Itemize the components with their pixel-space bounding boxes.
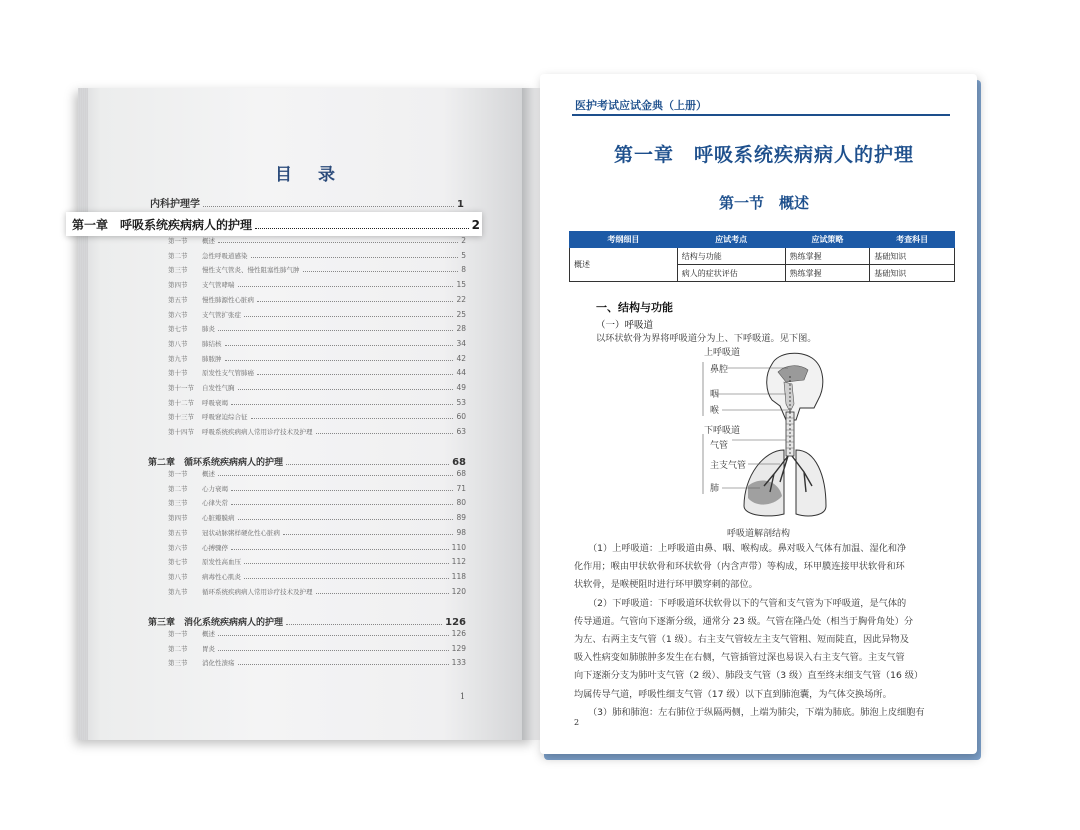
toc-section-page: 15 xyxy=(456,280,466,290)
toc-section-row xyxy=(168,498,466,507)
toc-section-page: 44 xyxy=(456,368,466,378)
toc-chapter-row xyxy=(148,615,466,628)
highlighted-chapter-label: 第一章 呼吸系统疾病病人的护理 xyxy=(72,218,253,232)
toc-section-page: 98 xyxy=(456,527,466,537)
heading-structure-function: 一、结构与功能 xyxy=(596,301,673,314)
toc-section-row xyxy=(168,557,466,566)
toc-section-row xyxy=(168,528,466,537)
label-lower-airway: 下呼吸道 xyxy=(704,426,741,436)
toc-part-page: 1 xyxy=(457,199,464,210)
toc-section-row xyxy=(168,543,466,552)
highlighted-chapter-page: 2 xyxy=(471,218,480,232)
toc-section-page: 110 xyxy=(451,542,466,552)
label-trachea: 气管 xyxy=(710,441,729,451)
toc-section-row xyxy=(168,324,466,333)
toc-section-page: 49 xyxy=(456,383,466,392)
table-cell: 结构与功能 xyxy=(677,248,785,265)
toc-section-title: 慢性肺源性心脏病 xyxy=(202,295,254,304)
highlighted-chapter-row xyxy=(72,216,480,233)
toc-section-page: 71 xyxy=(456,483,466,493)
toc-section-row xyxy=(168,587,466,596)
toc-section-number: 第八节 xyxy=(168,572,188,581)
toc-section-page: 53 xyxy=(456,397,466,407)
toc-section-page: 28 xyxy=(456,324,466,334)
toc-section-title: 支气管扩张症 xyxy=(202,310,241,319)
toc-chapter-page: 68 xyxy=(452,457,466,468)
figure-caption: 呼吸道解剖结构 xyxy=(727,529,791,539)
label-nasal-cavity: 鼻腔 xyxy=(710,365,729,375)
toc-section-number: 第二节 xyxy=(168,644,188,653)
toc-section-title: 原发性支气管肺癌 xyxy=(202,369,254,378)
toc-section-title: 循环系统疾病病人常用诊疗技术及护理 xyxy=(202,587,313,596)
table-row xyxy=(570,248,955,265)
toc-section-number: 第四节 xyxy=(168,514,188,523)
toc-section-row xyxy=(168,295,466,304)
running-head: 医护考试应试金典（上册） xyxy=(575,99,707,112)
toc-section-title: 病毒性心肌炎 xyxy=(202,572,241,581)
toc-section-row xyxy=(168,280,466,289)
toc-section-row xyxy=(168,354,466,363)
toc-section-row xyxy=(168,339,466,348)
paragraph-line: 化作用；喉由甲状软骨和环状软骨（内含声带）等构成，环甲膜连接甲状软骨和环 xyxy=(574,561,905,573)
toc-chapter-label: 第二章 循环系统疾病病人的护理 xyxy=(148,458,284,468)
toc-section-row xyxy=(168,427,466,436)
chapter-title: 第一章 呼吸系统疾病病人的护理 xyxy=(613,144,914,166)
toc-section-page: 68 xyxy=(456,469,466,478)
toc-section-number: 第三节 xyxy=(168,659,188,668)
paragraph-line: 吸入性病变如肺脓肿多发生在右侧，气管插管过深也易误入右主支气管。主支气管 xyxy=(574,652,905,664)
toc-section-page: 8 xyxy=(461,265,466,275)
toc-section-number: 第二节 xyxy=(168,484,188,493)
toc-section-page: 42 xyxy=(456,353,466,363)
toc-section-title: 心力衰竭 xyxy=(202,484,228,493)
toc-section-page: 25 xyxy=(456,309,466,319)
toc-section-page: 89 xyxy=(456,513,466,523)
toc-section-row xyxy=(168,658,466,667)
toc-section-page: 126 xyxy=(451,629,466,638)
toc-section-row xyxy=(168,412,466,421)
table-cell: 概述 xyxy=(570,248,678,282)
toc-section-number: 第一节 xyxy=(168,470,188,478)
label-lung: 肺 xyxy=(710,484,720,494)
toc-section-title: 呼吸衰竭 xyxy=(202,398,228,407)
toc-section-title: 呼吸窘迫综合征 xyxy=(202,413,248,422)
paragraph-line: （1）上呼吸道：上呼吸道由鼻、咽、喉构成。鼻对吸入气体有加温、湿化和净 xyxy=(588,543,907,554)
toc-section-number: 第十二节 xyxy=(168,398,194,407)
table-cell: 基础知识 xyxy=(870,265,955,282)
toc-chapter-row xyxy=(148,455,466,468)
paragraph-line: 传导通道。气管向下逐渐分级，通常分 23 级。气管在隆凸处（相当于胸骨角处）分 xyxy=(574,615,914,627)
toc-chapter-page: 126 xyxy=(445,617,466,628)
header-rule xyxy=(572,114,950,116)
toc-section-title: 概述 xyxy=(202,470,215,478)
toc-section-row xyxy=(168,513,466,522)
table-cell: 病人的症状评估 xyxy=(677,265,785,282)
toc-section-number: 第十一节 xyxy=(168,384,194,392)
paragraph-line: 向下逐渐分支为肺叶支气管（2 级）、肺段支气管（3 级）直至终末细支气管（16 级） xyxy=(574,670,924,682)
toc-section-number: 第六节 xyxy=(168,543,188,552)
label-main-bronchus: 主支气管 xyxy=(710,461,747,471)
left-page-number: 1 xyxy=(460,692,466,701)
toc-section-number: 第一节 xyxy=(168,630,188,638)
toc-section-number: 第三节 xyxy=(168,499,188,508)
toc-section-title: 肺炎 xyxy=(202,325,215,334)
paragraph-line: 均属传导气道，呼吸性细支气管（17 级）以下直到肺泡囊，为气体交换场所。 xyxy=(574,688,892,700)
toc-section-page: 2 xyxy=(461,236,466,245)
toc-section-number: 第十三节 xyxy=(168,413,194,422)
toc-section-page: 60 xyxy=(456,412,466,422)
toc-section-row xyxy=(168,383,466,392)
exam-outline-table xyxy=(569,231,955,282)
toc-section-page: 80 xyxy=(456,498,466,508)
toc-section-row xyxy=(168,484,466,493)
toc-section-title: 原发性高血压 xyxy=(202,558,241,567)
table-cell: 基础知识 xyxy=(870,248,955,265)
toc-part-row xyxy=(150,195,464,210)
toc-section-number: 第七节 xyxy=(168,325,188,334)
toc-part-label: 内科护理学 xyxy=(150,199,200,210)
heading-respiratory-tract: （一）呼吸道 xyxy=(596,320,654,331)
intro-paragraph: 以环状软骨为界将呼吸道分为上、下呼吸道。见下图。 xyxy=(596,333,817,344)
section-title: 第一节 概述 xyxy=(718,194,809,212)
toc-section-number: 第一节 xyxy=(168,237,188,245)
toc-section-row xyxy=(168,469,466,478)
toc-section-row xyxy=(168,251,466,260)
toc-section-page: 5 xyxy=(461,250,466,260)
table-header: 应试考点 xyxy=(677,232,785,248)
toc-section-row xyxy=(168,265,466,274)
toc-section-title: 呼吸系统疾病病人常用诊疗技术及护理 xyxy=(202,428,313,437)
toc-section-page: 120 xyxy=(451,586,466,596)
toc-section-number: 第九节 xyxy=(168,354,188,363)
toc-section-page: 34 xyxy=(456,338,466,348)
toc-section-row xyxy=(168,572,466,581)
table-header: 考查科目 xyxy=(870,232,955,248)
toc-section-page: 129 xyxy=(451,643,466,653)
toc-section-number: 第九节 xyxy=(168,587,188,596)
toc-section-number: 第四节 xyxy=(168,281,188,290)
toc-section-page: 63 xyxy=(456,427,466,437)
toc-section-title: 概述 xyxy=(202,630,215,638)
table-cell: 熟练掌握 xyxy=(785,248,870,265)
label-larynx: 喉 xyxy=(710,406,720,416)
toc-title: 目 录 xyxy=(275,165,345,185)
toc-section-page: 22 xyxy=(456,294,466,304)
respiratory-anatomy-figure xyxy=(700,346,830,521)
toc-section-row xyxy=(168,629,466,638)
toc-chapter-label: 第三章 消化系统疾病病人的护理 xyxy=(148,618,284,628)
table-cell: 熟练掌握 xyxy=(785,265,870,282)
paragraph-line: 为左、右两主支气管（1 级）。右主支气管较左主支气管粗、短而陡直，因此异物及 xyxy=(574,634,909,645)
toc-section-title: 心脏瓣膜病 xyxy=(202,514,235,523)
toc-section-row xyxy=(168,368,466,377)
toc-section-number: 第五节 xyxy=(168,295,188,304)
toc-section-title: 心搏骤停 xyxy=(202,543,228,552)
toc-section-number: 第三节 xyxy=(168,266,188,275)
right-page-number: 2 xyxy=(574,718,580,727)
toc-section-title: 慢性支气管炎、慢性阻塞性肺气肿 xyxy=(202,266,300,275)
toc-section-row xyxy=(168,310,466,319)
book-spine xyxy=(522,88,542,740)
toc-section-title: 概述 xyxy=(202,237,215,245)
toc-section-title: 冠状动脉粥样硬化性心脏病 xyxy=(202,528,280,537)
toc-section-title: 消化性溃疡 xyxy=(202,659,235,668)
toc-section-number: 第五节 xyxy=(168,528,188,537)
toc-section-title: 肺结核 xyxy=(202,339,222,348)
toc-section-title: 心律失常 xyxy=(202,499,228,508)
toc-section-page: 133 xyxy=(451,658,466,668)
toc-section-number: 第十四节 xyxy=(168,428,194,437)
toc-section-page: 118 xyxy=(451,571,466,581)
toc-section-row xyxy=(168,398,466,407)
toc-section-number: 第十节 xyxy=(168,369,188,378)
toc-section-number: 第二节 xyxy=(168,251,188,260)
toc-section-number: 第六节 xyxy=(168,310,188,319)
toc-section-number: 第八节 xyxy=(168,339,188,348)
paragraph-line: （3）肺和肺泡：左右肺位于纵隔两侧，上端为肺尖，下端为肺底。肺泡上皮细胞有 xyxy=(588,706,925,718)
toc-section-title: 胃炎 xyxy=(202,644,215,653)
paragraph-line: （2）下呼吸道：下呼吸道环状软骨以下的气管和支气管为下呼吸道，是气体的 xyxy=(588,597,907,609)
label-pharynx: 咽 xyxy=(710,390,720,400)
label-upper-airway: 上呼吸道 xyxy=(704,348,741,358)
paragraph-line: 状软骨，是喉梗阻时进行环甲膜穿刺的部位。 xyxy=(574,579,758,591)
table-header-row xyxy=(570,232,955,248)
toc-section-number: 第七节 xyxy=(168,558,188,567)
toc-section-row xyxy=(168,236,466,245)
toc-section-title: 自发性气胸 xyxy=(202,384,235,392)
toc-section-title: 急性呼吸道感染 xyxy=(202,251,248,260)
toc-section-title: 支气管哮喘 xyxy=(202,281,235,290)
table-header: 考纲细目 xyxy=(570,232,678,248)
table-header: 应试策略 xyxy=(785,232,870,248)
page-edges xyxy=(78,88,88,740)
toc-section-page: 112 xyxy=(451,557,466,567)
toc-section-row xyxy=(168,644,466,653)
toc-section-title: 肺脓肿 xyxy=(202,354,222,363)
